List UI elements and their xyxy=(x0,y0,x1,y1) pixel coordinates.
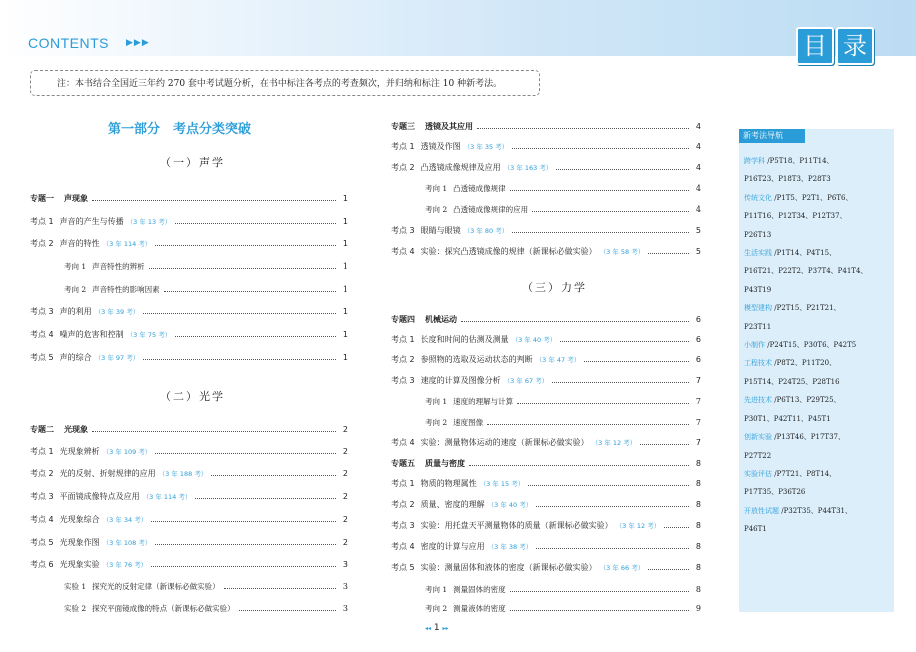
entry-label: 考点 2 xyxy=(391,163,415,172)
toc-entry[interactable] xyxy=(425,396,701,408)
dot-leader xyxy=(552,382,689,383)
entry-title: 探究平面镜成像的特点（新课标必做实验） xyxy=(92,604,235,613)
sidebar-refs: P16T23、P18T3、P28T3 xyxy=(744,175,831,184)
entry-label: 考点 2 xyxy=(391,500,415,509)
toc-entry[interactable] xyxy=(30,446,348,458)
entry-label: 考点 3 xyxy=(391,521,415,530)
sidebar-category: 工程技术 xyxy=(744,359,772,368)
entry-frequency: （3 年 38 考） xyxy=(487,543,533,551)
entry-label: 考点 3 xyxy=(30,307,54,316)
toc-entry[interactable] xyxy=(391,499,701,511)
entry-label: 考点 4 xyxy=(30,515,54,524)
toc-entry[interactable] xyxy=(391,225,701,237)
page-footer xyxy=(425,623,449,633)
dot-leader xyxy=(149,268,336,269)
sidebar-refs: P15T14、P24T25、P28T16 xyxy=(744,377,840,386)
entry-label: 考点 3 xyxy=(391,376,415,385)
sidebar-category: 传统文化 xyxy=(744,193,772,202)
entry-frequency: （3 年 67 考） xyxy=(503,377,549,385)
sidebar-line xyxy=(744,299,890,317)
entry-title: 声音的特性 xyxy=(59,239,100,248)
entry-label: 考向 1 xyxy=(425,397,448,406)
contents-label: CONTENTS xyxy=(28,35,109,51)
toc-entry[interactable] xyxy=(391,562,701,574)
sidebar-line xyxy=(744,428,890,446)
sidebar-refs: P43T19 xyxy=(744,285,772,294)
entry-title: 凸透镜成像规律的应用 xyxy=(453,205,529,214)
dot-leader xyxy=(532,211,689,212)
entry-title: 透镜及作图 xyxy=(420,142,461,151)
entry-page: 1 xyxy=(342,353,348,362)
entry-page: 1 xyxy=(342,239,348,248)
entry-page: 7 xyxy=(695,376,701,385)
entry-page: 8 xyxy=(695,585,701,594)
entry-label: 考点 1 xyxy=(30,217,54,226)
entry-frequency: （3 年 40 考） xyxy=(511,336,557,344)
toc-entry[interactable] xyxy=(30,537,348,549)
sidebar-category: 实验评估 xyxy=(744,469,772,478)
dot-leader xyxy=(211,475,336,476)
entry-label: 专题三 xyxy=(391,122,415,131)
entry-label: 考点 5 xyxy=(30,538,54,547)
entry-page: 7 xyxy=(695,438,701,447)
entry-page: 1 xyxy=(342,262,348,271)
dot-leader xyxy=(560,341,689,342)
sidebar-line xyxy=(744,336,890,354)
entry-title: 长度和时间的估测及测量 xyxy=(420,335,509,344)
entry-page: 4 xyxy=(695,163,701,172)
entry-label: 考点 3 xyxy=(391,226,415,235)
entry-label: 专题二 xyxy=(30,425,54,434)
toc-entry[interactable] xyxy=(391,375,701,387)
entry-frequency: （3 年 76 考） xyxy=(102,561,148,569)
sidebar-refs: P23T11 xyxy=(744,322,772,331)
entry-title: 参照物的选取及运动状态的判断 xyxy=(420,355,533,364)
dot-leader xyxy=(512,232,689,233)
sidebar-line xyxy=(744,244,890,262)
sidebar-category: 生活实践 xyxy=(744,249,772,258)
entry-page: 8 xyxy=(695,521,701,530)
sidebar-title: 新考法导航 xyxy=(739,129,805,143)
entry-title: 声音的产生与传播 xyxy=(59,217,124,226)
entry-title: 光现象综合 xyxy=(59,515,100,524)
sidebar-line xyxy=(744,502,890,520)
note-box: 注：本书结合全国近三年约 270 套中考试题分析，在书中标注各考点的考查频次，并归纳和标注 10 种新考法。 xyxy=(30,70,540,96)
entry-label: 考点 6 xyxy=(30,560,54,569)
entry-label: 考点 4 xyxy=(30,330,54,339)
sidebar-refs: P27T22 xyxy=(744,451,772,460)
entry-label: 考点 2 xyxy=(391,355,415,364)
entry-label: 考点 2 xyxy=(30,239,54,248)
sidebar-refs: /P13T46、P17T37、 xyxy=(772,433,845,442)
entry-frequency: （3 年 35 考） xyxy=(463,143,509,151)
dot-leader xyxy=(528,485,689,486)
entry-page: 5 xyxy=(695,247,701,256)
entry-title: 测量液体的密度 xyxy=(453,604,506,613)
toc-entry[interactable] xyxy=(30,514,348,526)
toc-entry[interactable] xyxy=(391,121,701,133)
dot-leader xyxy=(469,465,689,466)
toc-logo xyxy=(796,27,874,65)
sidebar-line xyxy=(744,373,890,391)
sidebar-line xyxy=(744,520,890,538)
entry-title: 速度的计算及图像分析 xyxy=(420,376,501,385)
entry-page: 2 xyxy=(342,447,348,456)
dot-leader xyxy=(461,321,689,322)
entry-page: 8 xyxy=(695,479,701,488)
entry-page: 6 xyxy=(695,315,701,324)
entry-title: 凸透镜成像规律及应用 xyxy=(420,163,501,172)
footer-right-arrows-icon: ▸▸ xyxy=(442,625,449,632)
entry-label: 考向 2 xyxy=(425,604,448,613)
sidebar-line xyxy=(744,262,890,280)
dot-leader xyxy=(155,453,336,454)
entry-page: 8 xyxy=(695,500,701,509)
sidebar-line xyxy=(744,170,890,188)
toc-entry[interactable] xyxy=(30,468,348,480)
entry-page: 2 xyxy=(342,425,348,434)
dot-leader xyxy=(648,253,689,254)
entry-title: 探究光的反射定律（新课标必做实验） xyxy=(92,582,220,591)
entry-page: 9 xyxy=(695,604,701,613)
entry-title: 声的综合 xyxy=(59,353,92,362)
section-mechanics: （三）力学 xyxy=(522,281,587,294)
toc-entry[interactable] xyxy=(391,141,701,153)
sidebar-refs: /P24T15、P30T6、P42T5 xyxy=(765,341,857,350)
dot-leader xyxy=(510,610,689,611)
entry-page: 8 xyxy=(695,459,701,468)
entry-page: 1 xyxy=(342,307,348,316)
entry-page: 5 xyxy=(695,226,701,235)
toc-entry[interactable] xyxy=(391,246,701,258)
entry-frequency: （3 年 47 考） xyxy=(535,356,581,364)
toc-entry[interactable] xyxy=(30,238,348,250)
dot-leader xyxy=(151,566,336,567)
entry-page: 8 xyxy=(695,542,701,551)
toc-entry[interactable] xyxy=(391,334,701,346)
sidebar-refs: /P32T35、P44T31、 xyxy=(779,506,852,515)
dot-leader xyxy=(477,128,689,129)
entry-page: 1 xyxy=(342,194,348,203)
entry-title: 密度的计算与应用 xyxy=(420,542,485,551)
entry-title: 噪声的危害和控制 xyxy=(59,330,124,339)
entry-frequency: （3 年 114 考） xyxy=(142,493,192,501)
dot-leader xyxy=(151,521,336,522)
sidebar-line xyxy=(744,410,890,428)
entry-page: 3 xyxy=(342,582,348,591)
sidebar-refs: P46T1 xyxy=(744,525,767,534)
entry-title: 眼睛与眼镜 xyxy=(420,226,461,235)
toc-entry[interactable] xyxy=(425,204,701,216)
entry-label: 专题五 xyxy=(391,459,415,468)
toc-entry[interactable] xyxy=(30,329,348,341)
entry-label: 考点 1 xyxy=(30,447,54,456)
toc-entry[interactable] xyxy=(30,491,348,503)
entry-label: 考向 1 xyxy=(425,184,448,193)
dot-leader xyxy=(536,506,689,507)
page-number: 1 xyxy=(433,623,440,633)
entry-label: 考向 2 xyxy=(64,285,87,294)
toc-entry[interactable] xyxy=(391,520,701,532)
sidebar-line xyxy=(744,465,890,483)
dot-leader xyxy=(175,336,336,337)
entry-label: 考向 2 xyxy=(425,205,448,214)
entry-page: 1 xyxy=(342,330,348,339)
toc-entry[interactable] xyxy=(391,314,701,326)
toc-entry[interactable] xyxy=(391,458,701,470)
dot-leader xyxy=(510,591,689,592)
entry-page: 2 xyxy=(342,469,348,478)
logo-char-2: 录 xyxy=(836,27,874,65)
entry-title: 凸透镜成像规律 xyxy=(453,184,506,193)
dot-leader xyxy=(584,361,689,362)
section-light: （二）光学 xyxy=(160,390,225,403)
entry-page: 4 xyxy=(695,122,701,131)
sidebar-category: 模型建构 xyxy=(744,304,772,313)
dot-leader xyxy=(536,548,689,549)
entry-title: 透镜及其应用 xyxy=(425,122,473,131)
dot-leader xyxy=(664,527,689,528)
dot-leader xyxy=(175,223,336,224)
dot-leader xyxy=(92,200,336,201)
sidebar-refs: P17T35、P36T26 xyxy=(744,488,806,497)
toc-entry[interactable] xyxy=(64,261,348,273)
toc-entry[interactable] xyxy=(30,216,348,228)
sidebar-refs: P26T13 xyxy=(744,230,772,239)
entry-page: 4 xyxy=(695,142,701,151)
entry-label: 考点 1 xyxy=(391,479,415,488)
entry-frequency: （3 年 34 考） xyxy=(102,516,148,524)
entry-label: 实验 1 xyxy=(64,582,87,591)
entry-title: 声现象 xyxy=(64,194,88,203)
entry-frequency: （3 年 12 考） xyxy=(615,522,661,530)
entry-page: 1 xyxy=(342,217,348,226)
entry-label: 考向 1 xyxy=(425,585,448,594)
entry-page: 7 xyxy=(695,397,701,406)
arrows-icon: ▶▶▶ xyxy=(126,38,150,48)
toc-entry[interactable] xyxy=(391,354,701,366)
dot-leader xyxy=(512,148,689,149)
sidebar-refs: /P7T21、P8T14、 xyxy=(772,469,837,478)
toc-entry[interactable] xyxy=(425,183,701,195)
toc-entry[interactable] xyxy=(64,603,348,615)
entry-frequency: （3 年 108 考） xyxy=(102,539,152,547)
dot-leader xyxy=(640,444,689,445)
sidebar-refs: /P6T13、P29T25、 xyxy=(772,396,841,405)
dot-leader xyxy=(487,424,689,425)
entry-page: 3 xyxy=(342,560,348,569)
sidebar-refs: P11T16、P12T34、P12T37、 xyxy=(744,212,847,221)
sidebar-category: 小制作 xyxy=(744,341,765,350)
toc-entry[interactable] xyxy=(425,603,701,615)
logo-char-1: 目 xyxy=(796,27,834,65)
entry-title: 光现象实验 xyxy=(59,560,100,569)
sidebar-line xyxy=(744,281,890,299)
sidebar-refs: P16T21、P22T2、P37T4、P41T4、 xyxy=(744,267,868,276)
entry-frequency: （3 年 39 考） xyxy=(94,308,140,316)
entry-title: 速度图像 xyxy=(453,418,484,427)
toc-entry[interactable] xyxy=(425,584,701,596)
entry-frequency: （3 年 163 考） xyxy=(503,164,553,172)
entry-title: 光现象 xyxy=(64,425,88,434)
toc-entry[interactable] xyxy=(30,352,348,364)
toc-entry[interactable] xyxy=(391,478,701,490)
entry-label: 实验 2 xyxy=(64,604,87,613)
dot-leader xyxy=(155,245,336,246)
dot-leader xyxy=(164,291,336,292)
toc-entry[interactable] xyxy=(30,424,348,436)
dot-leader xyxy=(517,403,689,404)
sidebar-line xyxy=(744,226,890,244)
sidebar-refs: /P1T14、P4T15、 xyxy=(772,249,837,258)
sidebar-category: 开放性试题 xyxy=(744,506,779,515)
sidebar-list xyxy=(744,152,890,539)
dot-leader xyxy=(143,313,336,314)
entry-title: 质量、密度的理解 xyxy=(420,500,485,509)
entry-page: 6 xyxy=(695,335,701,344)
entry-frequency: （3 年 109 考） xyxy=(102,448,152,456)
sidebar-refs: /P2T15、P21T21、 xyxy=(772,304,841,313)
entry-title: 质量与密度 xyxy=(425,459,465,468)
entry-page: 3 xyxy=(342,604,348,613)
entry-label: 专题一 xyxy=(30,194,54,203)
entry-title: 速度的理解与计算 xyxy=(453,397,514,406)
sidebar-line xyxy=(744,447,890,465)
entry-page: 2 xyxy=(342,515,348,524)
sidebar-category: 先进技术 xyxy=(744,396,772,405)
entry-title: 光现象辨析 xyxy=(59,447,100,456)
entry-title: 测量固体的密度 xyxy=(453,585,506,594)
entry-title: 实验：测量物体运动的速度（新课标必做实验） xyxy=(420,438,589,447)
entry-label: 考点 1 xyxy=(391,335,415,344)
entry-frequency: （3 年 15 考） xyxy=(479,480,525,488)
sidebar-line xyxy=(744,189,890,207)
dot-leader xyxy=(155,544,336,545)
entry-title: 光的反射、折射规律的应用 xyxy=(59,469,156,478)
entry-label: 考点 2 xyxy=(30,469,54,478)
dot-leader xyxy=(195,498,336,499)
entry-frequency: （3 年 13 考） xyxy=(126,218,172,226)
entry-label: 考点 5 xyxy=(391,563,415,572)
entry-label: 考点 4 xyxy=(391,438,415,447)
entry-frequency: （3 年 66 考） xyxy=(599,564,645,572)
sidebar-refs: /P8T2、P11T20、 xyxy=(772,359,837,368)
toc-entry[interactable] xyxy=(425,417,701,429)
entry-page: 6 xyxy=(695,355,701,364)
entry-label: 考向 2 xyxy=(425,418,448,427)
sidebar-line xyxy=(744,207,890,225)
sidebar-refs: P30T1、P42T11、P45T1 xyxy=(744,414,831,423)
sidebar-category: 跨学科 xyxy=(744,157,765,165)
entry-label: 考点 5 xyxy=(30,353,54,362)
entry-page: 7 xyxy=(695,418,701,427)
toc-entry[interactable] xyxy=(391,162,701,174)
entry-frequency: （3 年 188 考） xyxy=(158,470,208,478)
entry-frequency: （3 年 97 考） xyxy=(94,354,140,362)
entry-title: 物质的物理属性 xyxy=(420,479,477,488)
sidebar-refs: /P5T18、P11T14、 xyxy=(765,157,834,165)
part-title: 第一部分 考点分类突破 xyxy=(108,122,252,137)
entry-label: 考点 3 xyxy=(30,492,54,501)
toc-entry[interactable] xyxy=(30,306,348,318)
footer-left-arrows-icon: ◂◂ xyxy=(425,625,432,632)
toc-entry[interactable] xyxy=(64,581,348,593)
entry-frequency: （3 年 114 考） xyxy=(102,240,152,248)
entry-page: 4 xyxy=(695,205,701,214)
toc-entry[interactable] xyxy=(30,559,348,571)
entry-page: 2 xyxy=(342,492,348,501)
sidebar-line xyxy=(744,391,890,409)
entry-title: 声音特性的辨析 xyxy=(92,262,145,271)
dot-leader xyxy=(648,569,689,570)
entry-title: 光现象作图 xyxy=(59,538,100,547)
entry-label: 考点 1 xyxy=(391,142,415,151)
entry-title: 实验：测量固体和液体的密度（新课标必做实验） xyxy=(420,563,597,572)
sidebar-line xyxy=(744,318,890,336)
sidebar-line xyxy=(744,354,890,372)
entry-label: 考点 4 xyxy=(391,542,415,551)
sidebar-line xyxy=(744,483,890,501)
entry-title: 平面镜成像特点及应用 xyxy=(59,492,140,501)
dot-leader xyxy=(556,169,689,170)
entry-title: 机械运动 xyxy=(425,315,457,324)
entry-title: 实验：探究凸透镜成像的规律（新课标必做实验） xyxy=(420,247,597,256)
entry-title: 声的利用 xyxy=(59,307,92,316)
entry-label: 考向 1 xyxy=(64,262,87,271)
dot-leader xyxy=(92,431,336,432)
sidebar-line xyxy=(744,152,890,170)
toc-entry[interactable] xyxy=(64,284,348,296)
toc-entry[interactable] xyxy=(391,541,701,553)
entry-label: 专题四 xyxy=(391,315,415,324)
entry-frequency: （3 年 80 考） xyxy=(463,227,509,235)
entry-page: 2 xyxy=(342,538,348,547)
toc-entry[interactable] xyxy=(30,193,348,205)
dot-leader xyxy=(143,359,336,360)
entry-frequency: （3 年 40 考） xyxy=(487,501,533,509)
entry-frequency: （3 年 75 考） xyxy=(126,331,172,339)
dot-leader xyxy=(510,190,689,191)
entry-title: 实验：用托盘天平测量物体的质量（新课标必做实验） xyxy=(420,521,613,530)
entry-page: 4 xyxy=(695,184,701,193)
entry-title: 声音特性的影响因素 xyxy=(92,285,160,294)
entry-frequency: （3 年 58 考） xyxy=(599,248,645,256)
dot-leader xyxy=(239,610,336,611)
sidebar-refs: /P1T5、P2T1、P6T6、 xyxy=(772,193,853,202)
entry-page: 8 xyxy=(695,563,701,572)
dot-leader xyxy=(224,588,336,589)
entry-frequency: （3 年 12 考） xyxy=(591,439,637,447)
sidebar-category: 创新实验 xyxy=(744,433,772,442)
section-sound: （一）声学 xyxy=(160,156,225,169)
toc-entry[interactable] xyxy=(391,437,701,449)
entry-page: 1 xyxy=(342,285,348,294)
entry-label: 考点 4 xyxy=(391,247,415,256)
